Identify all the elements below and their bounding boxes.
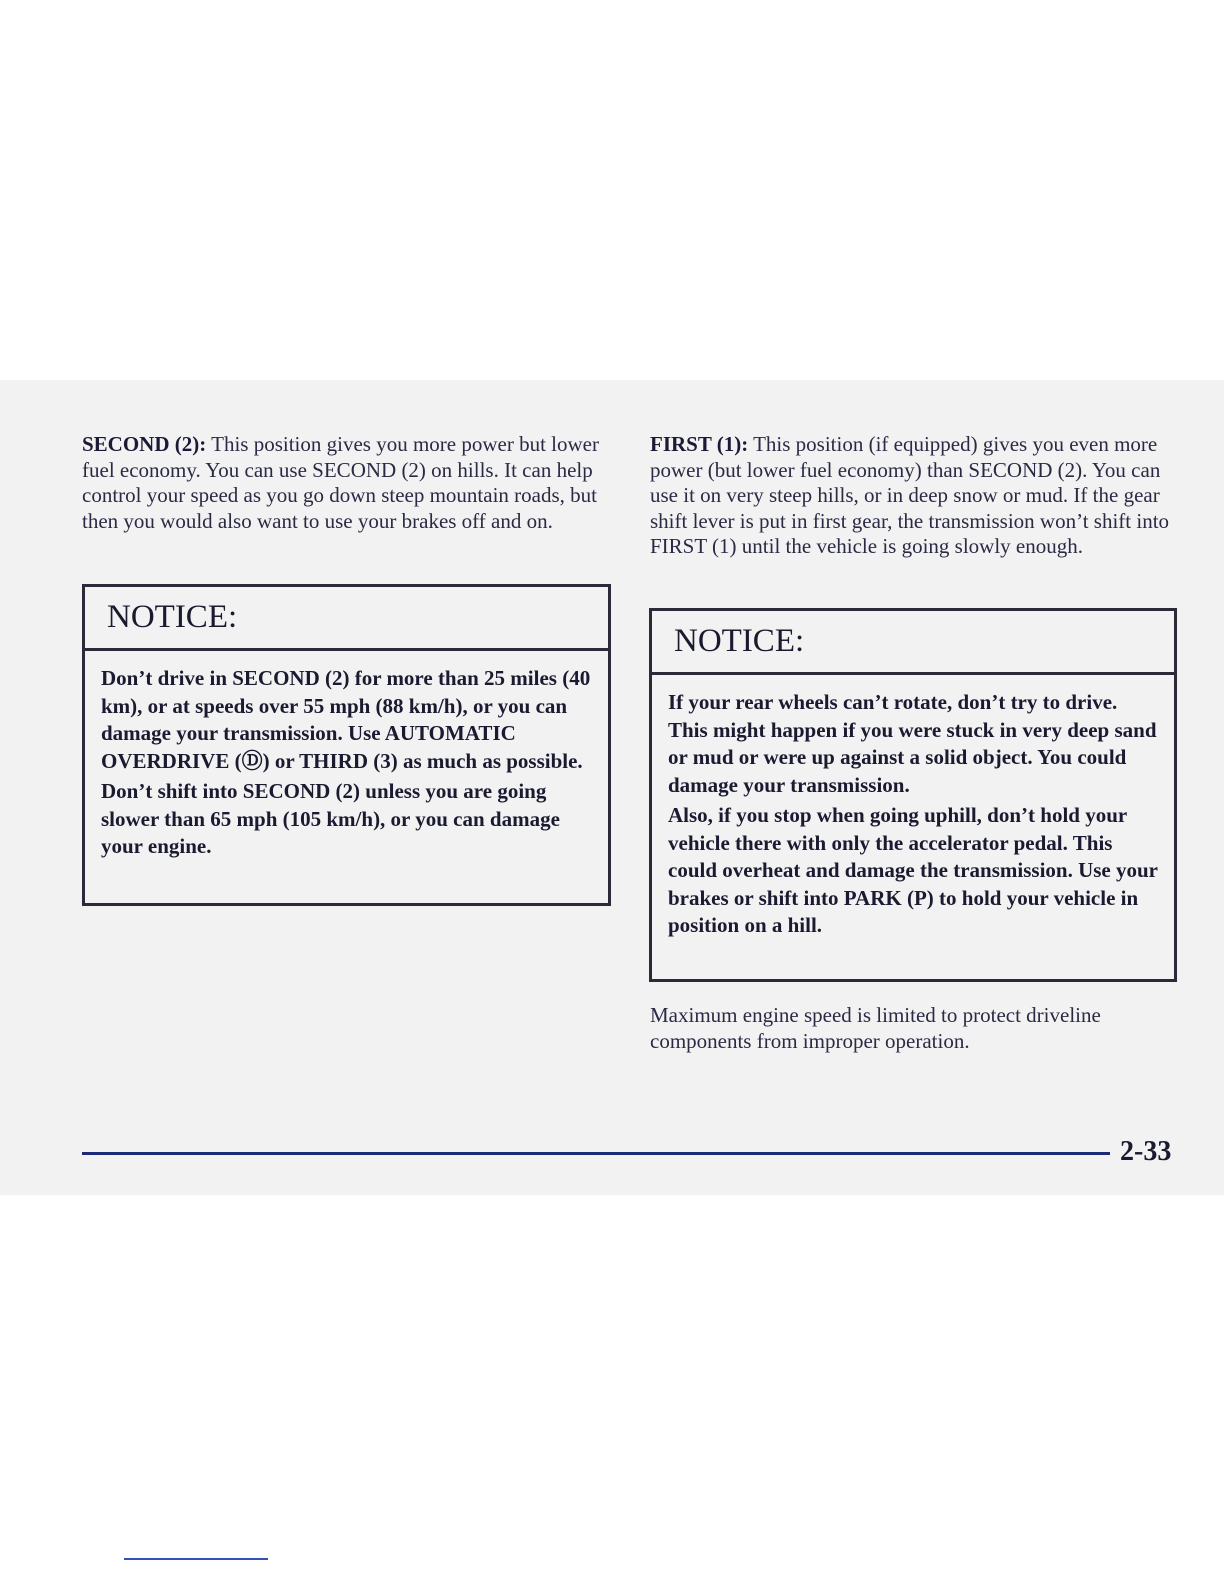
first-gear-text: This position (if equipped) gives you even more power (but lower fuel economy) than SECOND (2). You can use it on very steep hills, or in deep snow or mud. If the gear shift lever is put in first gear, the transmission won’t shift into FIRST (1) until the vehicle is going slowly enough. — [650, 432, 1170, 559]
notice-box-first — [649, 608, 1177, 982]
right-column — [650, 432, 1180, 560]
page-number: 2-33 — [1120, 1136, 1172, 1167]
footer-rule — [82, 1152, 1110, 1155]
second-gear-paragraph — [82, 432, 612, 534]
notice-box-second — [82, 584, 611, 906]
second-gear-text: This position gives you more power but lower fuel economy. You can use SECOND (2) on hills. It can help control your speed as you go down steep mountain roads, but then you would also want to use your brakes off and on. — [82, 432, 599, 533]
notice-paragraph: Don’t drive in SECOND (2) for more than 25 miles (40 km), or at speeds over 55 mph (88 km/h), or you can damage your transmission. Use AUTOMATIC OVERDRIVE (Ⓓ) or THIRD (3) as much as possible. — [101, 666, 591, 773]
notice-heading: NOTICE: — [85, 587, 608, 651]
second-gear-lead: SECOND (2): — [82, 432, 207, 456]
first-gear-lead: FIRST (1): — [650, 432, 749, 456]
left-column — [82, 432, 612, 534]
notice-paragraph: Don’t shift into SECOND (2) unless you are going slower than 65 mph (105 km/h), or you can damage your engine. — [101, 779, 560, 858]
bottom-underline-divider — [124, 1558, 268, 1560]
notice-paragraph: If your rear wheels can’t rotate, don’t try to drive. This might happen if you were stuck in very deep sand or mud or were up against a solid object. You could damage your transmission. — [668, 690, 1157, 797]
first-gear-paragraph — [650, 432, 1180, 560]
notice-body — [85, 651, 608, 861]
notice-heading: NOTICE: — [652, 611, 1174, 675]
notice-paragraph: Also, if you stop when going uphill, don’t hold your vehicle there with only the accelerator pedal. This could overheat and damage the transmission. Use your brakes or shift into PARK (P) to hold your vehicle in position on a hill. — [668, 803, 1158, 937]
notice-body — [652, 675, 1174, 940]
engine-speed-paragraph: Maximum engine speed is limited to protect driveline components from improper operation. — [650, 1003, 1101, 1053]
